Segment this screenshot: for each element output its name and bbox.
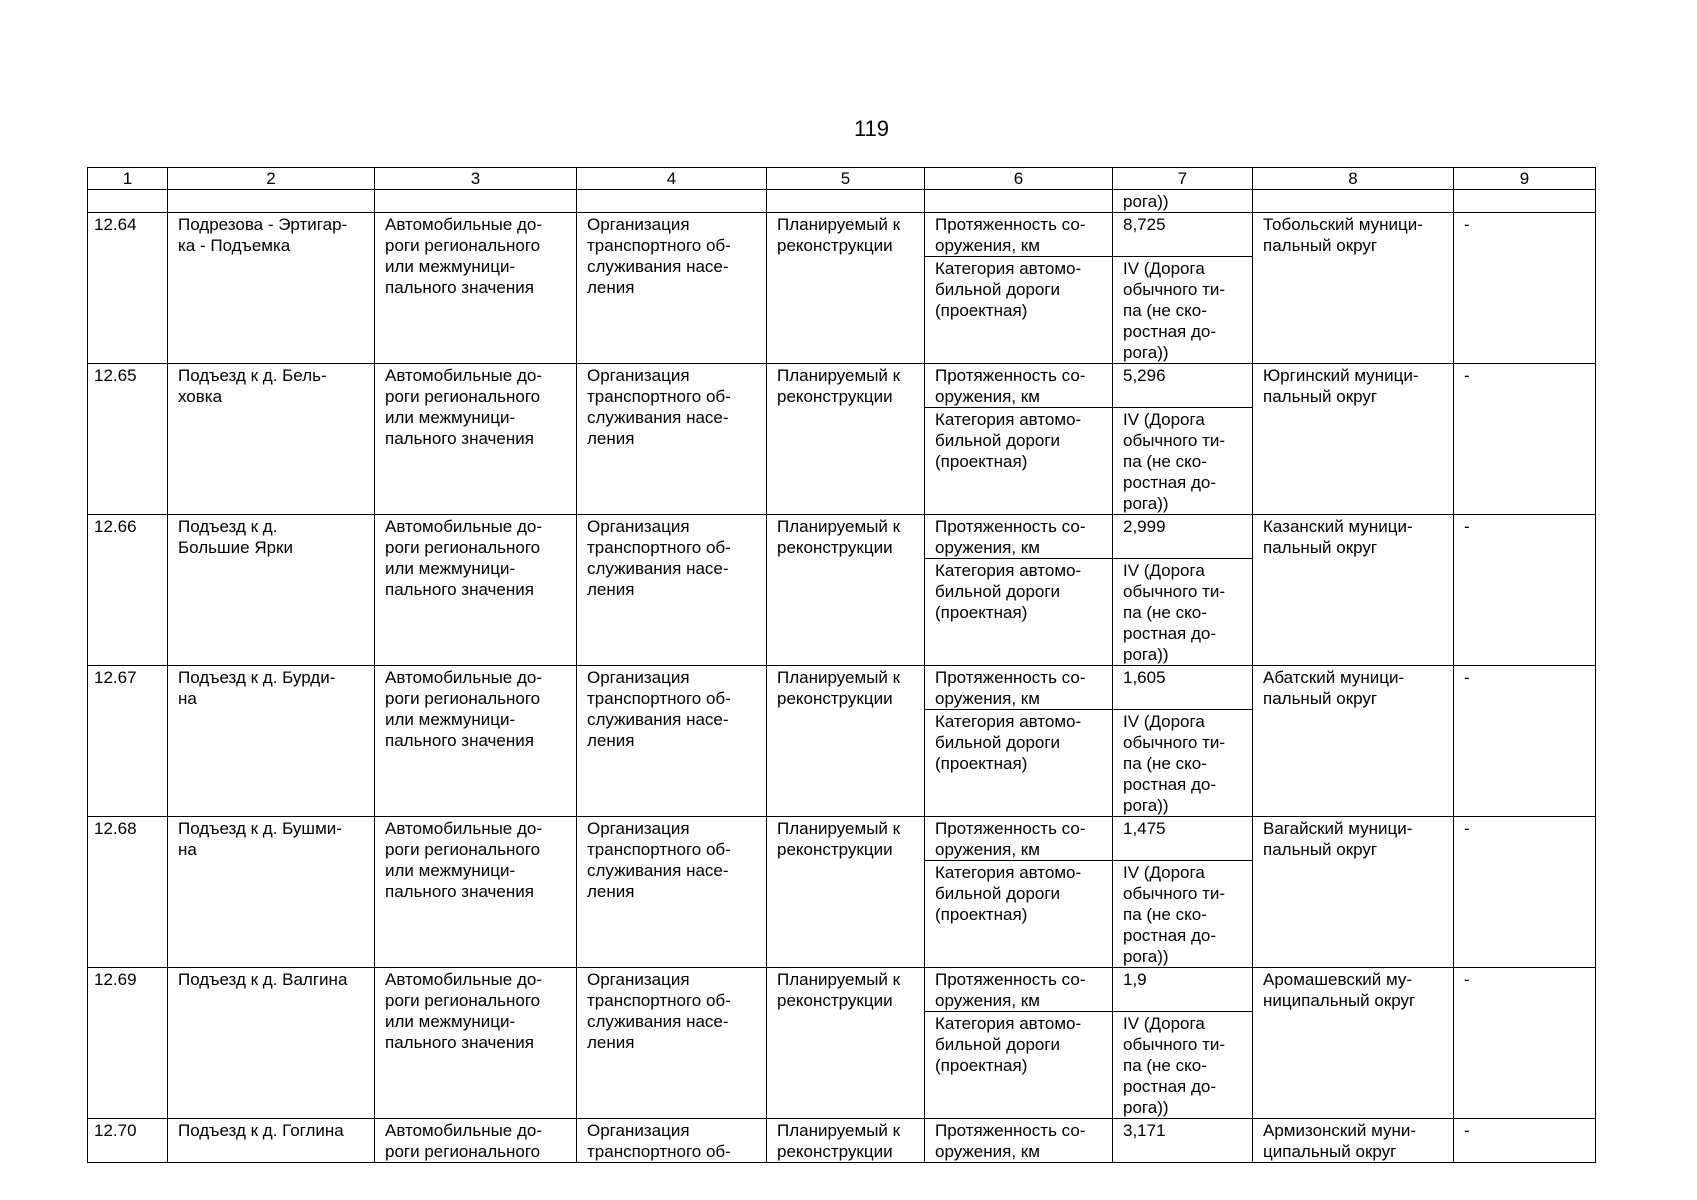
column-header: 6 [925,168,1113,190]
object-purpose: Организация транспортного об- служивания насе- ления [577,666,767,817]
column-header: 7 [1113,168,1253,190]
column-header: 9 [1454,168,1596,190]
data-table [87,167,1596,1163]
characteristic-length-value: 3,171 [1113,1119,1253,1163]
characteristic-length: Протяженность со- оружения, км [925,515,1113,559]
column-number-row [88,168,1596,190]
characteristic-length-value: 1,9 [1113,968,1253,1012]
characteristic-length-value: 1,475 [1113,817,1253,861]
table-row [88,515,1596,559]
characteristic-length-value: 8,725 [1113,213,1253,257]
table-row [88,968,1596,1012]
object-status: Планируемый к реконструкции [767,364,925,515]
column-header: 5 [767,168,925,190]
object-name: Подъезд к д. Бурди- на [168,666,375,817]
page-number: 119 [853,116,890,141]
municipal-district: Юргинский муници- пальный округ [1253,364,1454,515]
municipal-district: Казанский муници- пальный округ [1253,515,1454,666]
characteristic-category: Категория автомо- бильной дороги (проектная) [925,408,1113,515]
object-purpose: Организация транспортного об- [577,1119,767,1163]
table-cell [88,190,168,213]
table-cell [168,190,375,213]
table-row [88,364,1596,408]
object-status: Планируемый к реконструкции [767,817,925,968]
object-type: Автомобильные до- роги регионального [375,1119,577,1163]
row-number: 12.66 [88,515,168,666]
note: - [1454,364,1596,515]
characteristic-length-value: 2,999 [1113,515,1253,559]
characteristic-length: Протяженность со- оружения, км [925,817,1113,861]
object-name: Подъезд к д. Бель- ховка [168,364,375,515]
characteristic-category-value: IV (Дорога обычного ти- па (не ско- ростная до- рога)) [1113,710,1253,817]
municipal-district: Вагайский муници- пальный округ [1253,817,1454,968]
object-name: Подъезд к д. Гоглина [168,1119,375,1163]
characteristic-length: Протяженность со- оружения, км [925,213,1113,257]
municipal-district: Армизонский муни- ципальный округ [1253,1119,1454,1163]
object-type: Автомобильные до- роги регионального или межмуници- пального значения [375,968,577,1119]
column-header: 1 [88,168,168,190]
characteristic-category: Категория автомо- бильной дороги (проектная) [925,1012,1113,1119]
characteristic-length: Протяженность со- оружения, км [925,364,1113,408]
object-status: Планируемый к реконструкции [767,968,925,1119]
note: - [1454,1119,1596,1163]
table-row [88,666,1596,710]
object-type: Автомобильные до- роги регионального или межмуници- пального значения [375,666,577,817]
characteristic-length-value: 5,296 [1113,364,1253,408]
table-row [88,213,1596,257]
column-header: 3 [375,168,577,190]
municipal-district: Тобольский муници- пальный округ [1253,213,1454,364]
continuation-text: рога)) [1113,190,1253,213]
object-name: Подрезова - Эртигар- ка - Подъемка [168,213,375,364]
table-cell [925,190,1113,213]
row-number: 12.65 [88,364,168,515]
object-purpose: Организация транспортного об- служивания насе- ления [577,364,767,515]
characteristic-length: Протяженность со- оружения, км [925,1119,1113,1163]
row-number: 12.67 [88,666,168,817]
characteristic-category: Категория автомо- бильной дороги (проектная) [925,257,1113,364]
characteristic-length: Протяженность со- оружения, км [925,968,1113,1012]
characteristic-category-value: IV (Дорога обычного ти- па (не ско- ростная до- рога)) [1113,1012,1253,1119]
object-purpose: Организация транспортного об- служивания насе- ления [577,213,767,364]
table-row [88,1119,1596,1163]
characteristic-category: Категория автомо- бильной дороги (проектная) [925,861,1113,968]
object-purpose: Организация транспортного об- служивания насе- ления [577,817,767,968]
note: - [1454,968,1596,1119]
note: - [1454,515,1596,666]
table-cell [767,190,925,213]
row-number: 12.69 [88,968,168,1119]
continuation-row [88,190,1596,213]
object-purpose: Организация транспортного об- служивания насе- ления [577,968,767,1119]
characteristic-length: Протяженность со- оружения, км [925,666,1113,710]
note: - [1454,666,1596,817]
object-status: Планируемый к реконструкции [767,213,925,364]
table-cell [1454,190,1596,213]
row-number: 12.68 [88,817,168,968]
column-header: 8 [1253,168,1454,190]
municipal-district: Аромашевский му- ниципальный округ [1253,968,1454,1119]
table-cell [577,190,767,213]
row-number: 12.64 [88,213,168,364]
row-number: 12.70 [88,1119,168,1163]
object-type: Автомобильные до- роги регионального или межмуници- пального значения [375,213,577,364]
note: - [1454,213,1596,364]
characteristic-category-value: IV (Дорога обычного ти- па (не ско- ростная до- рога)) [1113,861,1253,968]
table-row [88,817,1596,861]
object-status: Планируемый к реконструкции [767,666,925,817]
object-status: Планируемый к реконструкции [767,515,925,666]
characteristic-category: Категория автомо- бильной дороги (проектная) [925,559,1113,666]
object-name: Подъезд к д. Валгина [168,968,375,1119]
object-purpose: Организация транспортного об- служивания насе- ления [577,515,767,666]
object-type: Автомобильные до- роги регионального или межмуници- пального значения [375,515,577,666]
table-cell [1253,190,1454,213]
characteristic-length-value: 1,605 [1113,666,1253,710]
object-status: Планируемый к реконструкции [767,1119,925,1163]
municipal-district: Абатский муници- пальный округ [1253,666,1454,817]
table-cell [375,190,577,213]
characteristic-category-value: IV (Дорога обычного ти- па (не ско- ростная до- рога)) [1113,408,1253,515]
object-name: Подъезд к д. Большие Ярки [168,515,375,666]
note: - [1454,817,1596,968]
object-name: Подъезд к д. Бушми- на [168,817,375,968]
characteristic-category: Категория автомо- бильной дороги (проектная) [925,710,1113,817]
characteristic-category-value: IV (Дорога обычного ти- па (не ско- ростная до- рога)) [1113,559,1253,666]
column-header: 4 [577,168,767,190]
object-type: Автомобильные до- роги регионального или межмуници- пального значения [375,817,577,968]
column-header: 2 [168,168,375,190]
object-type: Автомобильные до- роги регионального или межмуници- пального значения [375,364,577,515]
characteristic-category-value: IV (Дорога обычного ти- па (не ско- ростная до- рога)) [1113,257,1253,364]
